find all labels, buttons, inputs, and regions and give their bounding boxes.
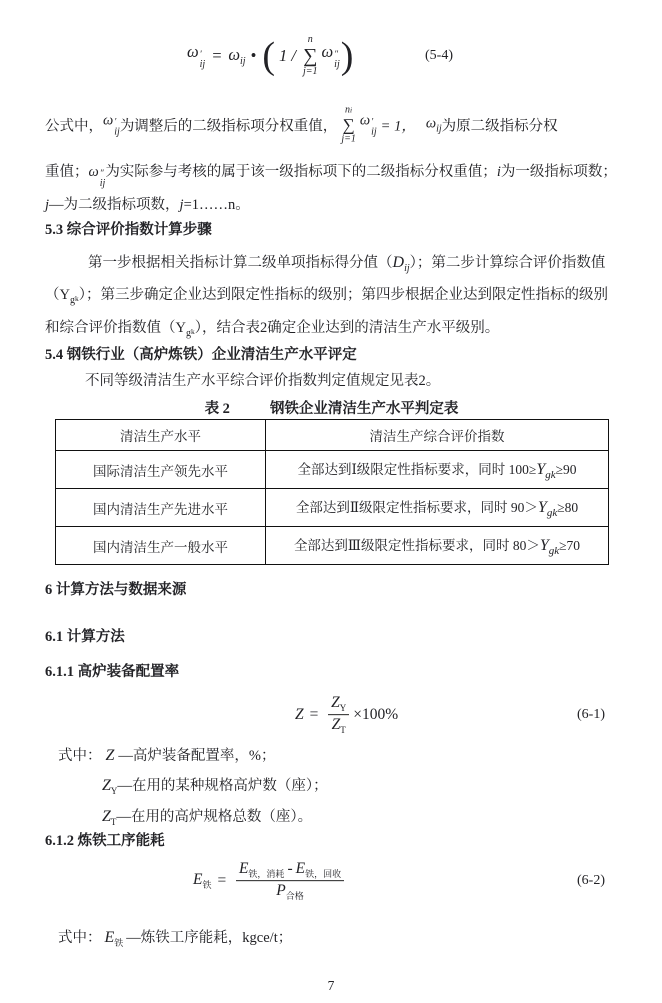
table-row bbox=[56, 527, 609, 565]
fraction: $\frac{Z_Y}{Z_T}$ bbox=[328, 694, 349, 736]
equals-sign: = bbox=[308, 706, 320, 723]
col-header-index: 清洁生产综合评价指数 bbox=[266, 420, 609, 451]
cell-requirement: 全部达到Ⅰ级限定性指标要求，同时 $100\ge Y_{gk}\ge 90$ bbox=[266, 451, 609, 489]
table-caption-title: 钢铁企业清洁生产水平判定表 bbox=[269, 401, 459, 417]
math-omega-prime-ij: ω ′ ij bbox=[187, 42, 206, 70]
equals-sign: = bbox=[216, 872, 227, 889]
table-2-caption bbox=[55, 397, 608, 418]
sec61-def1: 式中： Z —高炉装备配置率，%； bbox=[58, 747, 276, 764]
table-header-row bbox=[56, 420, 609, 451]
sec61-def3: $Z_T—$在用的高炉规格总数（座）。 bbox=[102, 808, 313, 827]
math-E-tie: $E_铁$ bbox=[104, 929, 124, 948]
math-Y-gk: $Y_gk$ bbox=[175, 320, 195, 339]
math-Y-gk: $Y_gk$ bbox=[59, 287, 79, 306]
sec54-paragraph: 不同等级清洁生产水平综合评价指数判定值规定见表2。 bbox=[85, 373, 441, 389]
cell-level: 国内清洁生产先进水平 bbox=[56, 489, 266, 527]
table-2 bbox=[55, 419, 609, 565]
sec53-line1: 第一步根据相关指标计算二级单项指标得分值$(D_{ij})$；第二步计算综合评价指数值 bbox=[88, 254, 606, 274]
para1-line3: j—为二级指标项数，j=1……n。 bbox=[45, 197, 250, 213]
formula-6-2 bbox=[193, 860, 348, 902]
cell-level: 国内清洁生产一般水平 bbox=[56, 527, 266, 565]
equation-label-5-4: (5-4) bbox=[425, 48, 453, 63]
table-row bbox=[56, 451, 609, 489]
section-heading-6: 6 计算方法与数据来源 bbox=[45, 582, 187, 598]
formula-5-4-block bbox=[0, 20, 662, 92]
math-Z: Z bbox=[105, 747, 115, 764]
math-omega-ij: $\omega_{ij}$ bbox=[425, 115, 442, 135]
para1-line1-block bbox=[0, 97, 662, 153]
para1-text2: 为调整后的二级指标项分权重值， bbox=[119, 118, 338, 135]
table-row bbox=[56, 489, 609, 527]
fraction: $\frac{E_{铁,消耗} - E_{铁,回收}}{P_{合格}}$ bbox=[236, 860, 344, 902]
cell-requirement: 全部达到Ⅲ级限定性指标要求，同时 $80>Y_{gk}\ge 70$ bbox=[266, 527, 609, 565]
section-heading-5-4: 5.4 钢铁行业（高炉炼铁）企业清洁生产水平评定 bbox=[45, 347, 357, 363]
section-heading-6-1-1: 6.1.1 高炉装备配置率 bbox=[45, 664, 180, 680]
sec61-def2: $Z_Y—$在用的某种规格高炉数（座）； bbox=[102, 777, 328, 796]
para1-text1: 公式中， bbox=[45, 118, 103, 135]
math-omega-dprime-ij: ω ″ ij bbox=[88, 164, 106, 189]
math-omega-ij: $\omega_{ij}$ bbox=[228, 45, 246, 67]
sec53-line3: 和综合评价指数值$(Y_gk)$，结合表2确定企业达到的清洁生产水平级别。 bbox=[45, 320, 500, 339]
math-D-ij: $D_{ij}$ bbox=[392, 254, 410, 274]
cell-requirement: 全部达到Ⅱ级限定性指标要求，同时 $90>Y_{gk}\ge 80$ bbox=[266, 489, 609, 527]
page-number: 7 bbox=[327, 978, 335, 993]
formula-6-2-block bbox=[0, 852, 662, 910]
section-heading-5-3: 5.3 综合评价指数计算步骤 bbox=[45, 222, 212, 238]
math-omega-prime-ij: ω ′ ij bbox=[359, 112, 377, 138]
para1-eq1: = 1， bbox=[380, 118, 416, 135]
equation-label-6-2: (6-2) bbox=[577, 873, 605, 888]
cell-level: 国际清洁生产领先水平 bbox=[56, 451, 266, 489]
bullet-operator: • bbox=[250, 46, 257, 65]
formula-6-1 bbox=[295, 694, 398, 736]
equation-label-6-1: (6-1) bbox=[577, 707, 605, 722]
formula-5-4: ω ′ ij = $\omega_{ij}$ • ( 1 / n ∑ j=1 ω ″ ij ) bbox=[187, 34, 354, 77]
para1-line1 bbox=[45, 106, 558, 145]
section-heading-6-1-2: 6.1.2 炼铁工序能耗 bbox=[45, 833, 165, 849]
formula-6-1-block bbox=[0, 690, 662, 740]
col-header-level: 清洁生产水平 bbox=[56, 420, 266, 451]
math-Y-gk: $Y_{gk}$ bbox=[536, 461, 556, 481]
math-Z-T: $Z_T$ bbox=[102, 808, 117, 827]
one-over: 1 / bbox=[279, 46, 296, 65]
section-heading-6-1: 6.1 计算方法 bbox=[45, 629, 125, 645]
table-caption-number: 表 2 bbox=[204, 401, 230, 417]
times-100: ×100% bbox=[353, 706, 399, 723]
math-Y-gk: $Y_{gk}$ bbox=[537, 499, 558, 519]
equals-sign: = bbox=[211, 46, 223, 65]
para1-line2: 重值；ω ″ ij 为实际参与考核的属于该一级指标项下的二级指标分权重值；i为一级指标项数； bbox=[45, 164, 617, 189]
math-E-tie: $E_铁$ bbox=[193, 871, 212, 890]
sec53-line2: $(Y_gk)$；第三步确定企业达到限定性指标的级别；第四步根据企业达到限定性指标的级别 bbox=[45, 287, 608, 306]
minus-sign: - bbox=[287, 860, 293, 878]
para1-text3: 为原二级指标分权 bbox=[441, 118, 558, 135]
math-Y-gk: $Y_{gk}$ bbox=[539, 537, 560, 557]
summation: n ∑ j=1 bbox=[302, 34, 318, 77]
math-Z-Y: $Z_Y$ bbox=[102, 777, 118, 796]
math-omega-prime-ij: ω ′ ij bbox=[103, 112, 120, 138]
sec62-def1: 式中： $E_铁$ —炼铁工序能耗，kgce/t； bbox=[58, 929, 293, 948]
math-Z: Z bbox=[295, 706, 304, 723]
inline-summation: ni ∑ j=1 bbox=[341, 104, 356, 145]
math-omega-dprime-ij: ω ″ ij bbox=[321, 42, 340, 70]
